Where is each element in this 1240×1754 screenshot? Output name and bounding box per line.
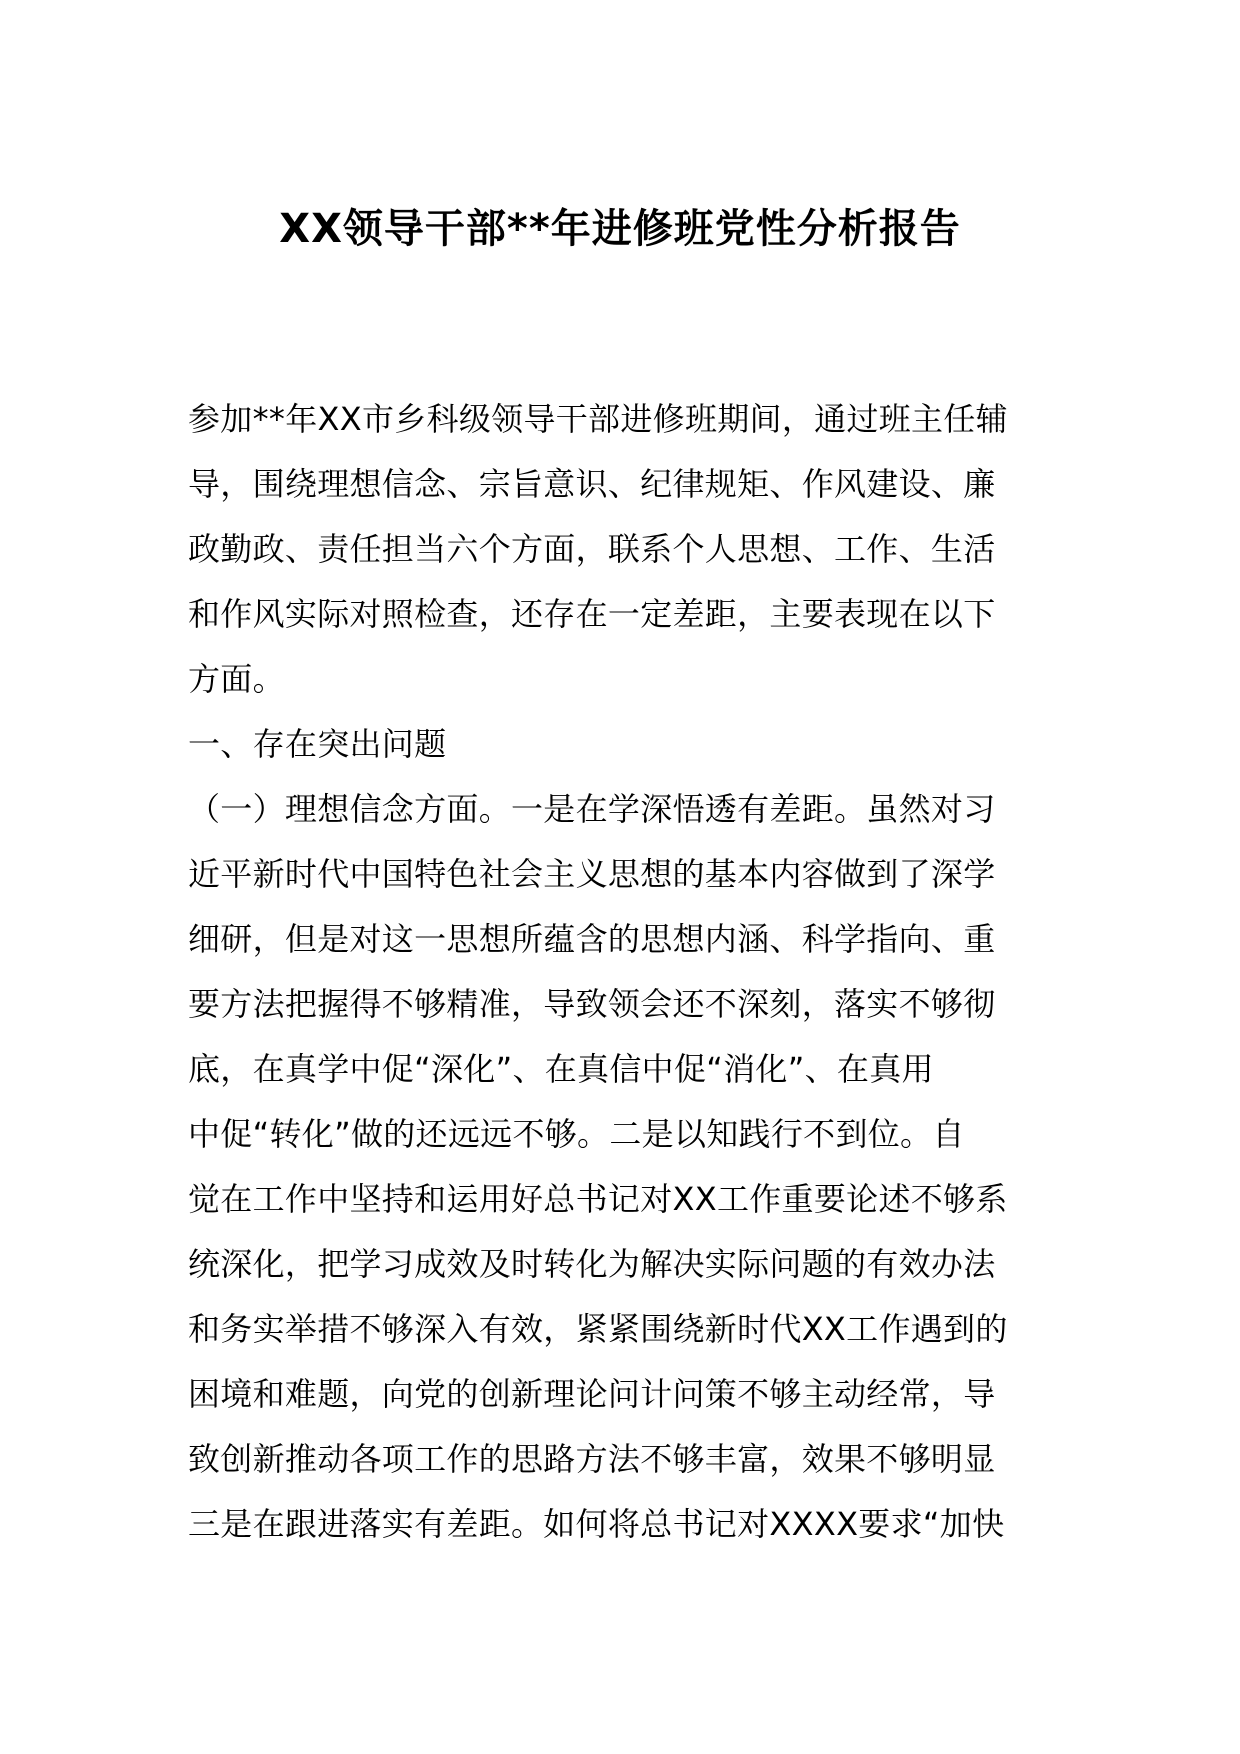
body-line: 底，在真学中促“深化”、在真信中促“消化”、在真用: [188, 1050, 934, 1088]
body-line: 统深化，把学习成效及时转化为解决实际问题的有效办法: [188, 1245, 996, 1283]
body-line: 困境和难题，向党的创新理论问计问策不够主动经常，导: [188, 1375, 996, 1413]
body-line: 参加**年XX市乡科级领导干部进修班期间，通过班主任辅: [188, 400, 1008, 438]
body-line: 要方法把握得不够精准，导致领会还不深刻，落实不够彻: [188, 985, 996, 1023]
document-title: XX领导干部**年进修班党性分析报告: [279, 206, 961, 252]
body-line: 和作风实际对照检查，还存在一定差距，主要表现在以下: [188, 595, 996, 633]
document-body: [188, 387, 1068, 1557]
body-line: 觉在工作中坚持和运用好总书记对XX工作重要论述不够系: [188, 1180, 1008, 1218]
body-line: 方面。: [188, 660, 285, 698]
body-line: 政勤政、责任担当六个方面，联系个人思想、工作、生活: [188, 530, 996, 568]
body-line: 和务实举措不够深入有效，紧紧围绕新时代XX工作遇到的: [188, 1310, 1008, 1348]
body-line: 近平新时代中国特色社会主义思想的基本内容做到了深学: [188, 855, 996, 893]
body-line: 三是在跟进落实有差距。如何将总书记对XXXX要求“加快: [188, 1505, 1005, 1543]
body-line: 中促“转化”做的还远远不够。二是以知践行不到位。自: [188, 1115, 965, 1153]
section-heading: 一、存在突出问题: [188, 725, 447, 763]
body-line: 细研，但是对这一思想所蕴含的思想内涵、科学指向、重: [188, 920, 996, 958]
body-line: 导，围绕理想信念、宗旨意识、纪律规矩、作风建设、廉: [188, 465, 996, 503]
body-line: 致创新推动各项工作的思路方法不够丰富，效果不够明显: [188, 1440, 996, 1478]
body-line: （一）理想信念方面。一是在学深悟透有差距。虽然对习: [188, 790, 996, 828]
